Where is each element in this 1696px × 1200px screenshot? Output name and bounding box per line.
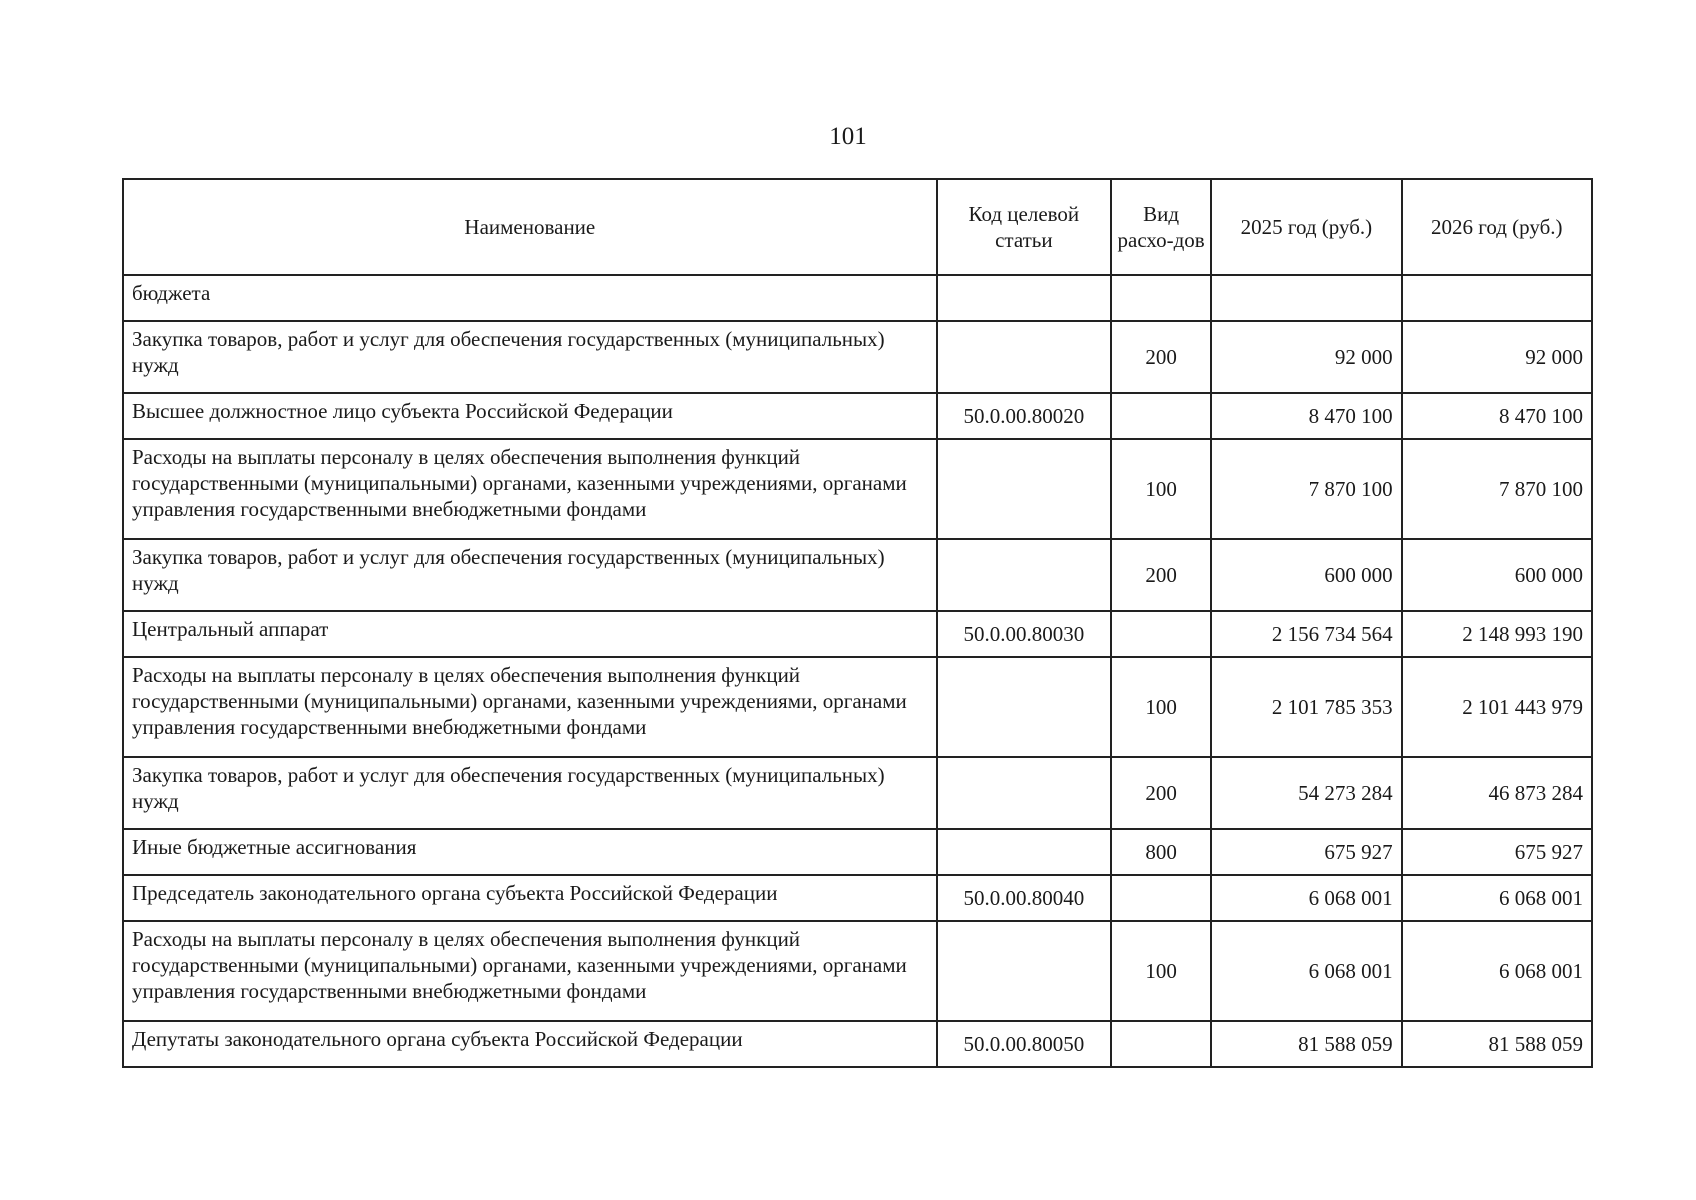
header-2026: 2026 год (руб.) (1402, 179, 1592, 275)
table-row (123, 757, 1592, 829)
row-type: 100 (1111, 657, 1211, 757)
row-code (937, 921, 1111, 1021)
table-row (123, 611, 1592, 657)
row-name: Расходы на выплаты персоналу в целях обеспечения выполнения функций государственными (муниципальными) органами, казенными учреждениями, органами управления государственными внебюджетными фондами (123, 439, 937, 539)
row-code (937, 657, 1111, 757)
row-2026: 675 927 (1402, 829, 1592, 875)
row-name: Центральный аппарат (123, 611, 937, 657)
row-code: 50.0.00.80020 (937, 393, 1111, 439)
header-name: Наименование (123, 179, 937, 275)
row-2025: 7 870 100 (1211, 439, 1401, 539)
row-2025: 2 156 734 564 (1211, 611, 1401, 657)
row-2026: 2 101 443 979 (1402, 657, 1592, 757)
table-row (123, 393, 1592, 439)
row-2026: 6 068 001 (1402, 875, 1592, 921)
table-row (123, 875, 1592, 921)
row-2026: 92 000 (1402, 321, 1592, 393)
row-2025: 54 273 284 (1211, 757, 1401, 829)
table-row (123, 439, 1592, 539)
row-name: Иные бюджетные ассигнования (123, 829, 937, 875)
row-2025: 81 588 059 (1211, 1021, 1401, 1067)
row-type (1111, 875, 1211, 921)
row-name: Расходы на выплаты персоналу в целях обеспечения выполнения функций государственными (муниципальными) органами, казенными учреждениями, органами управления государственными внебюджетными фондами (123, 657, 937, 757)
row-2025: 92 000 (1211, 321, 1401, 393)
row-2026: 46 873 284 (1402, 757, 1592, 829)
row-type: 200 (1111, 757, 1211, 829)
header-code: Код целевой статьи (937, 179, 1111, 275)
row-type: 100 (1111, 921, 1211, 1021)
row-name: Закупка товаров, работ и услуг для обеспечения государственных (муниципальных) нужд (123, 539, 937, 611)
table-row (123, 321, 1592, 393)
table-row (123, 921, 1592, 1021)
row-2025: 6 068 001 (1211, 875, 1401, 921)
row-name: Депутаты законодательного органа субъекта Российской Федерации (123, 1021, 937, 1067)
row-code (937, 321, 1111, 393)
table-row (123, 539, 1592, 611)
row-code: 50.0.00.80040 (937, 875, 1111, 921)
table-row (123, 657, 1592, 757)
table-row (123, 829, 1592, 875)
row-2026: 600 000 (1402, 539, 1592, 611)
header-2025: 2025 год (руб.) (1211, 179, 1401, 275)
row-code: 50.0.00.80030 (937, 611, 1111, 657)
row-type (1111, 393, 1211, 439)
row-type: 100 (1111, 439, 1211, 539)
table-row (123, 1021, 1592, 1067)
row-type: 200 (1111, 539, 1211, 611)
row-name: Расходы на выплаты персоналу в целях обеспечения выполнения функций государственными (муниципальными) органами, казенными учреждениями, органами управления государственными внебюджетными фондами (123, 921, 937, 1021)
row-name: Закупка товаров, работ и услуг для обеспечения государственных (муниципальных) нужд (123, 757, 937, 829)
row-2026: 2 148 993 190 (1402, 611, 1592, 657)
row-2025: 2 101 785 353 (1211, 657, 1401, 757)
row-name: Закупка товаров, работ и услуг для обеспечения государственных (муниципальных) нужд (123, 321, 937, 393)
row-type: 800 (1111, 829, 1211, 875)
row-code (937, 829, 1111, 875)
row-2026: 81 588 059 (1402, 1021, 1592, 1067)
table-row (123, 275, 1592, 321)
row-2026: 8 470 100 (1402, 393, 1592, 439)
row-code: 50.0.00.80050 (937, 1021, 1111, 1067)
row-2026: 6 068 001 (1402, 921, 1592, 1021)
row-2025: 675 927 (1211, 829, 1401, 875)
row-2026: 7 870 100 (1402, 439, 1592, 539)
row-code (937, 539, 1111, 611)
row-type (1111, 611, 1211, 657)
row-type (1111, 275, 1211, 321)
row-2025: 8 470 100 (1211, 393, 1401, 439)
row-type (1111, 1021, 1211, 1067)
row-2026 (1402, 275, 1592, 321)
page-number: 101 (829, 123, 867, 150)
row-2025: 600 000 (1211, 539, 1401, 611)
row-type: 200 (1111, 321, 1211, 393)
table-header-row (123, 179, 1592, 275)
header-type: Вид расхо-дов (1111, 179, 1211, 275)
row-2025 (1211, 275, 1401, 321)
row-name: бюджета (123, 275, 937, 321)
budget-table (122, 178, 1593, 1068)
row-name: Высшее должностное лицо субъекта Российской Федерации (123, 393, 937, 439)
row-code (937, 275, 1111, 321)
row-code (937, 439, 1111, 539)
row-name: Председатель законодательного органа субъекта Российской Федерации (123, 875, 937, 921)
row-2025: 6 068 001 (1211, 921, 1401, 1021)
row-code (937, 757, 1111, 829)
